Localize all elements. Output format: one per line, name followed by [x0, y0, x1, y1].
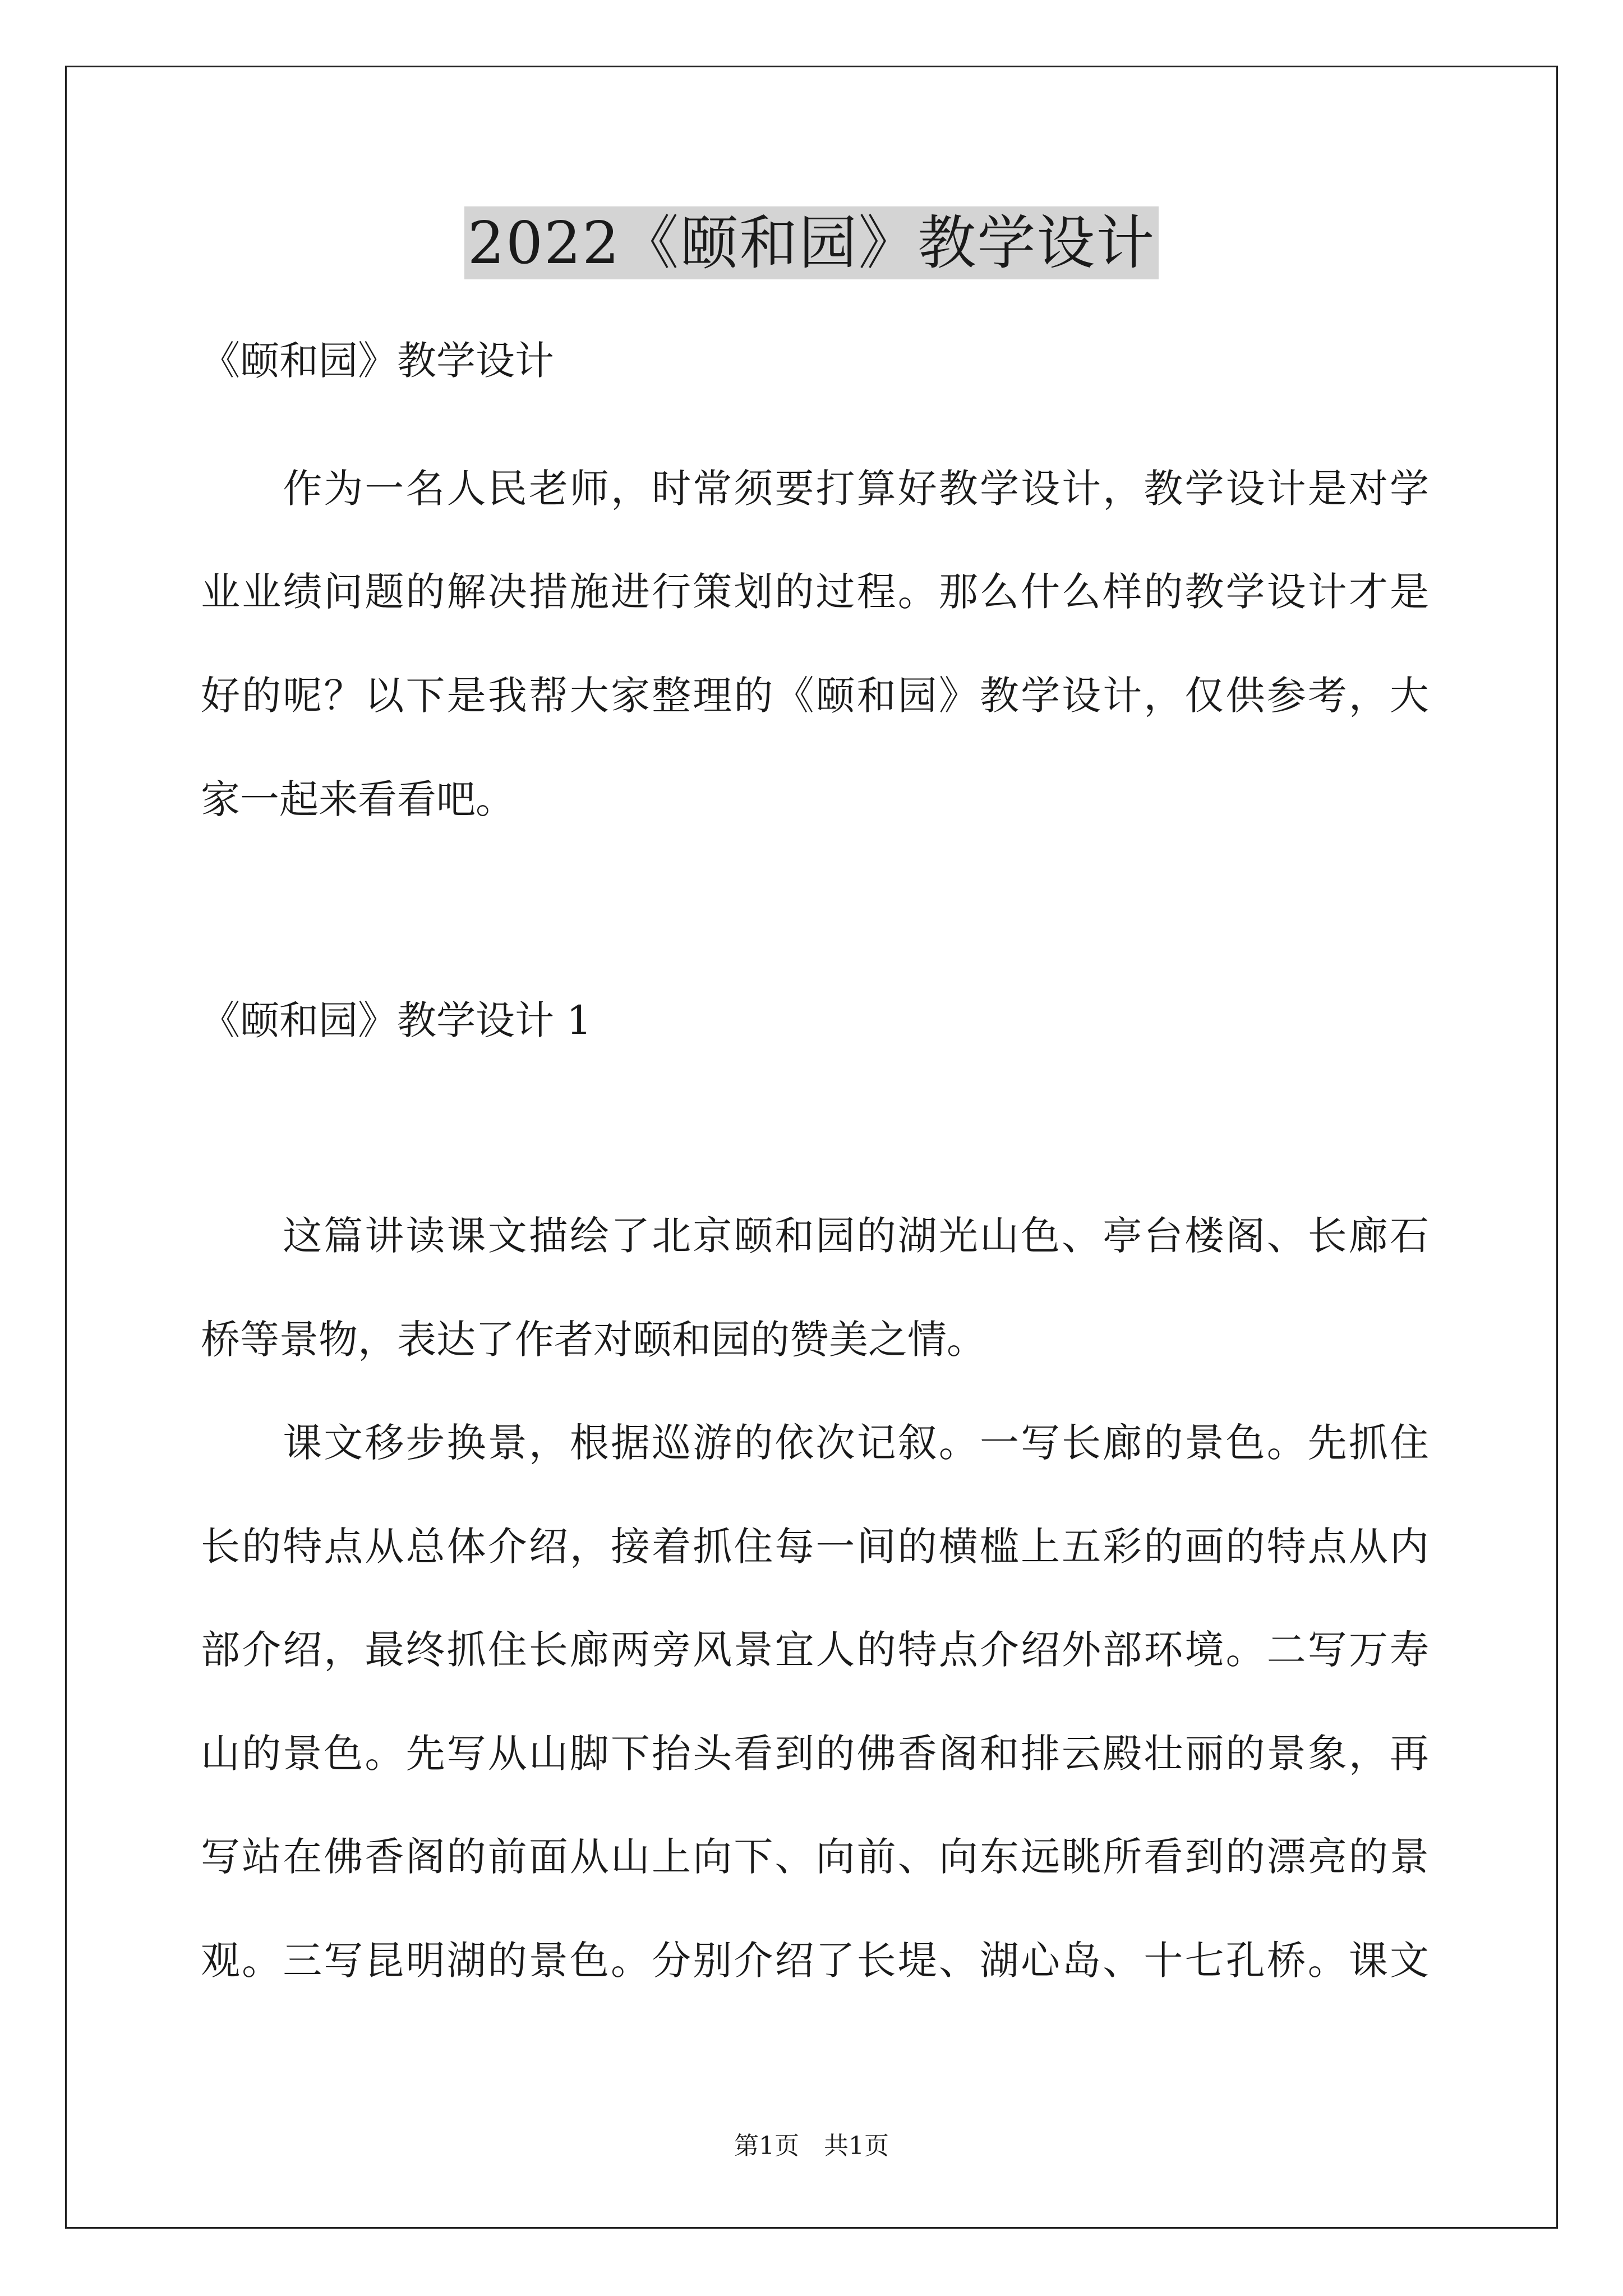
paragraph-line: 山的景色。先写从山脚下抬头看到的佛香阁和排云殿壮丽的景象，再 [201, 1731, 1429, 1777]
paragraph-line: 课文移步换景，根据巡游的依次记叙。一写长廊的景色。先抓住 [201, 1420, 1429, 1466]
paragraph-line: 这篇讲读课文描绘了北京颐和园的湖光山色、亭台楼阁、长廊石 [201, 1213, 1429, 1259]
paragraph-line: 写站在佛香阁的前面从山上向下、向前、向东远眺所看到的漂亮的景 [201, 1834, 1429, 1880]
title-container [0, 206, 1623, 279]
section-heading: 《颐和园》教学设计 [201, 338, 554, 384]
page-border [65, 66, 1558, 2229]
section-heading: 《颐和园》教学设计 1 [201, 997, 592, 1043]
paragraph-line: 业业绩问题的解决措施进行策划的过程。那么什么样的教学设计才是 [201, 569, 1429, 615]
paragraph-line: 好的呢？以下是我帮大家整理的《颐和园》教学设计，仅供参考，大 [201, 673, 1429, 719]
paragraph-line: 观。三写昆明湖的景色。分别介绍了长堤、湖心岛、十七孔桥。课文 [201, 1938, 1429, 1984]
paragraph-line: 长的特点从总体介绍，接着抓住每一间的横槛上五彩的画的特点从内 [201, 1524, 1429, 1570]
paragraph-line: 部介绍，最终抓住长廊两旁风景宜人的特点介绍外部环境。二写万寿 [201, 1627, 1429, 1673]
page-footer: 第1页 共1页 [734, 2132, 889, 2160]
paragraph-line: 桥等景物，表达了作者对颐和园的赞美之情。 [201, 1317, 986, 1363]
document-title: 2022《颐和园》教学设计 [464, 206, 1159, 279]
paragraph-line: 作为一名人民老师，时常须要打算好教学设计，教学设计是对学 [201, 466, 1429, 512]
paragraph-line: 家一起来看看吧。 [201, 776, 515, 822]
